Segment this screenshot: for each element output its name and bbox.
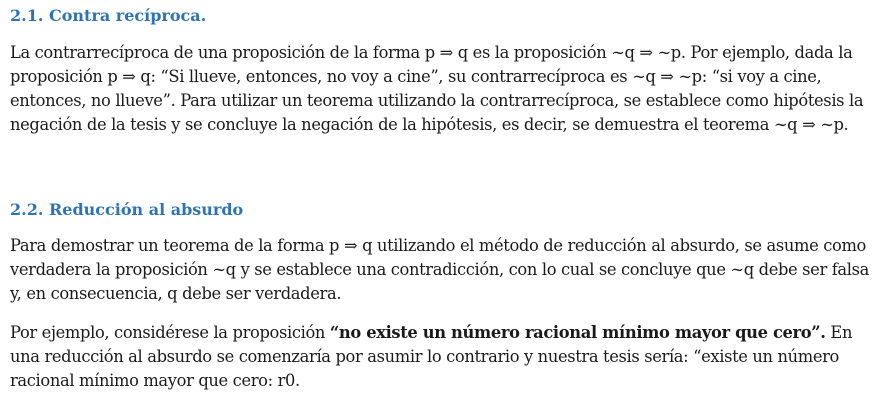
- section-heading-contra-reciproca: 2.1. Contra recíproca.: [10, 6, 207, 25]
- example-intro: Por ejemplo, considérese la proposición: [10, 323, 330, 342]
- paragraph-reduccion-absurdo: Para demostrar un teorema de la forma p ⇒ q utilizando el método de reducción al absurdo, se asume como verdadera la proposición ∼q y se establece una contradicción, con lo cual se concluye que ∼q debe ser falsa y, en consecuencia, q debe ser verdadera.: [10, 236, 869, 303]
- paragraph-example: [10, 321, 878, 393]
- example-rest: En una reducción al absurdo se comenzaría por asumir lo contrario y nuestra tesis sería: “existe un número racional mínimo mayor que cero: r0.: [10, 323, 853, 390]
- section-heading-reduccion-absurdo: 2.2. Reducción al absurdo: [10, 200, 244, 219]
- example-bold-proposition: “no existe un número racional mínimo mayor que cero”.: [329, 323, 826, 342]
- paragraph-contra-reciproca: La contrarrecíproca de una proposición de la forma p ⇒ q es la proposición ∼q ⇒ ∼p. Por ejemplo, dada la proposición p ⇒ q: “Si llueve, entonces, no voy a cine”, su contrarrecíproca es ∼q ⇒ ∼p: “si voy a cine, entonces, no llueve”. Para utilizar un teorema utilizando la contrarrecíproca, se establece como hipótesis la negación de la tesis y se concluye la negación de la hipótesis, es decir, se demuestra el teorema ∼q ⇒ ∼p.: [10, 43, 864, 134]
